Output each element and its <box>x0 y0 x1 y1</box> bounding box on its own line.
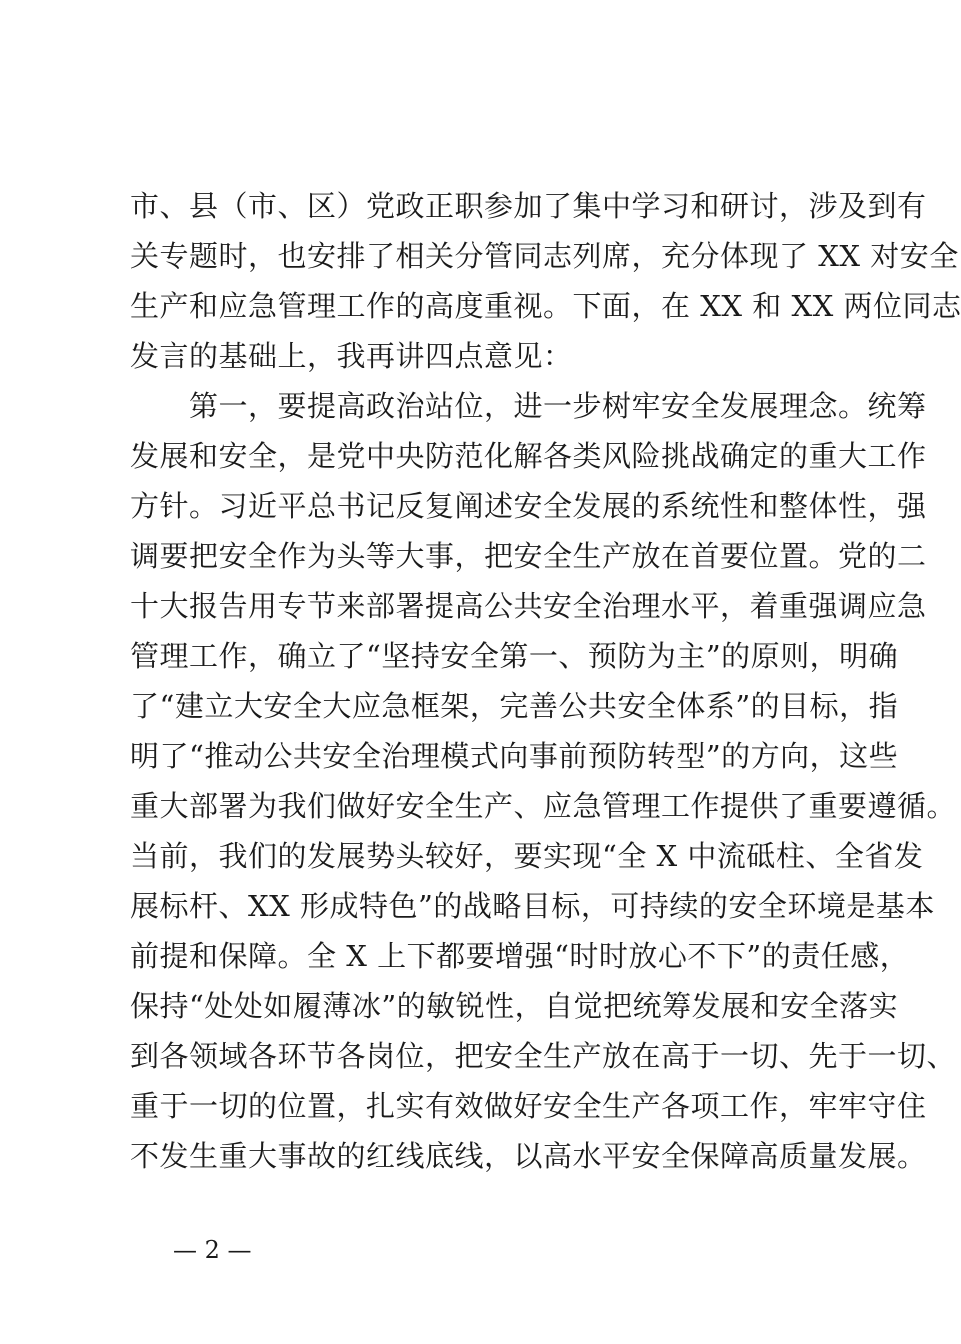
text-line: 展标杆、XX 形成特色”的战略目标，可持续的安全环境是基本 <box>130 889 935 923</box>
text-line: 关专题时，也安排了相关分管同志列席，充分体现了 XX 对安全 <box>130 239 959 273</box>
text-line: 不发生重大事故的红线底线，以高水平安全保障高质量发展。 <box>130 1139 927 1173</box>
text-line: 十大报告用专节来部署提高公共安全治理水平，着重强调应急 <box>130 589 927 623</box>
text-line: 重大部署为我们做好安全生产、应急管理工作提供了重要遵循。 <box>130 789 957 823</box>
text-line: 到各领域各环节各岗位，把安全生产放在高于一切、先于一切、 <box>130 1039 957 1073</box>
paragraph-first-line: 第一，要提高政治站位，进一步树牢安全发展理念。统筹 <box>130 389 927 423</box>
text-line: 市、县（市、区）党政正职参加了集中学习和研讨，涉及到有 <box>130 189 927 223</box>
text-line: 管理工作，确立了“坚持安全第一、预防为主”的原则，明确 <box>130 639 899 673</box>
text-line: 当前，我们的发展势头较好，要实现“全 X 中流砥柱、全省发 <box>130 839 924 873</box>
page-number: — 2 — <box>173 1236 252 1264</box>
text-line: 方针。习近平总书记反复阐述安全发展的系统性和整体性，强 <box>130 489 927 523</box>
text-line: 调要把安全作为头等大事，把安全生产放在首要位置。党的二 <box>130 539 927 573</box>
text-line: 保持“处处如履薄冰”的敏锐性，自觉把统筹发展和安全落实 <box>130 989 899 1023</box>
text-line: 发展和安全，是党中央防范化解各类风险挑战确定的重大工作 <box>130 439 927 473</box>
text-line: 了“建立大安全大应急框架，完善公共安全体系”的目标，指 <box>130 689 899 723</box>
text-line: 重于一切的位置，扎实有效做好安全生产各项工作，牢牢守住 <box>130 1089 927 1123</box>
text-line: 生产和应急管理工作的高度重视。下面，在 XX 和 XX 两位同志 <box>130 289 961 323</box>
text-line: 前提和保障。全 X 上下都要增强“时时放心不下”的责任感， <box>130 939 910 973</box>
text-line: 明了“推动公共安全治理模式向事前预防转型”的方向，这些 <box>130 739 899 773</box>
text-line: 发言的基础上，我再讲四点意见： <box>130 339 573 373</box>
